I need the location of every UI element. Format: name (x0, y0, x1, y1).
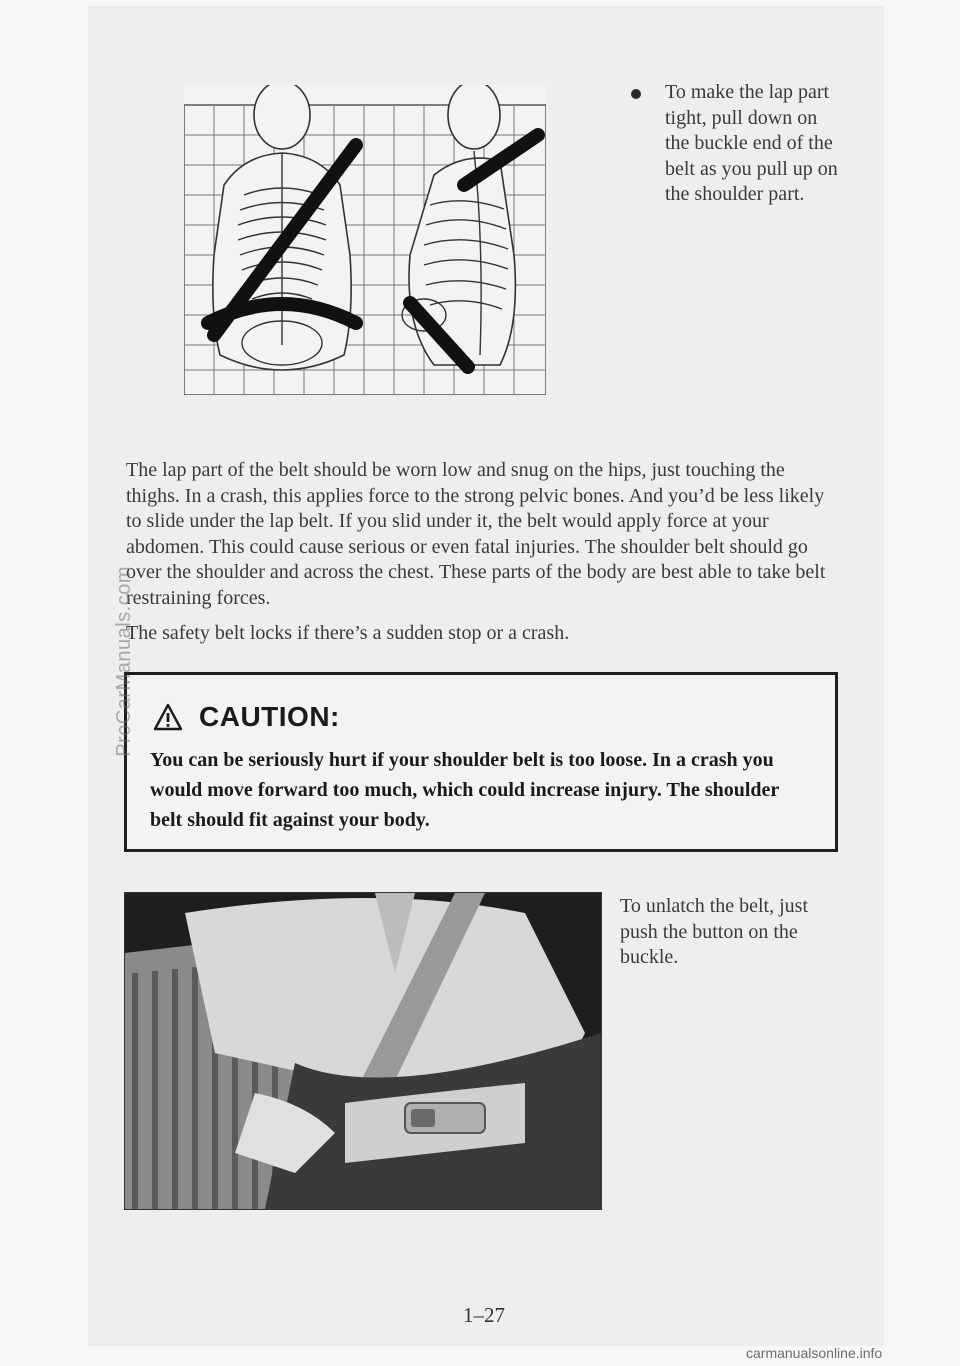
page-number: 1–27 (463, 1303, 505, 1327)
unlatch-instruction: To unlatch the belt, just push the button on the buckle. (620, 895, 809, 968)
bottom-watermark: carmanualsonline.info (746, 1345, 883, 1361)
bullet-item-lap-tight (633, 80, 843, 208)
bullet-dot-icon (631, 89, 641, 99)
skeleton-belt-illustration (184, 85, 546, 395)
lap-belt-paragraph: The lap part of the belt should be worn low and snug on the hips, just touching the thighs. In a crash, this applies force to the strong pelvic bones. And you’d be less likely to slide under the lap belt. If you slid under it, the belt would apply force at your abdomen. This could cause serious or even fatal injuries. The shoulder belt should go over the shoulder and across the chest. These parts of the body are best able to take belt restraining forces. (126, 459, 826, 609)
belt-locks-paragraph: The safety belt locks if there’s a sudden stop or a crash. (126, 622, 570, 644)
caution-text: You can be seriously hurt if your shoulder belt is too loose. In a crash you would move forward too much, which could increase injury. The shoulder belt should fit against your body. (150, 749, 779, 831)
unlatch-buckle-photo (124, 892, 602, 1210)
side-watermark: ProCarManuals.com (113, 566, 135, 757)
warning-triangle-icon (153, 703, 183, 731)
caution-heading (153, 701, 340, 733)
caution-title: CAUTION: (199, 701, 340, 732)
bullet-text: To make the lap part tight, pull down on the buckle end of the belt as you pull up on the shoulder part. (665, 81, 838, 205)
caution-box (124, 672, 838, 852)
